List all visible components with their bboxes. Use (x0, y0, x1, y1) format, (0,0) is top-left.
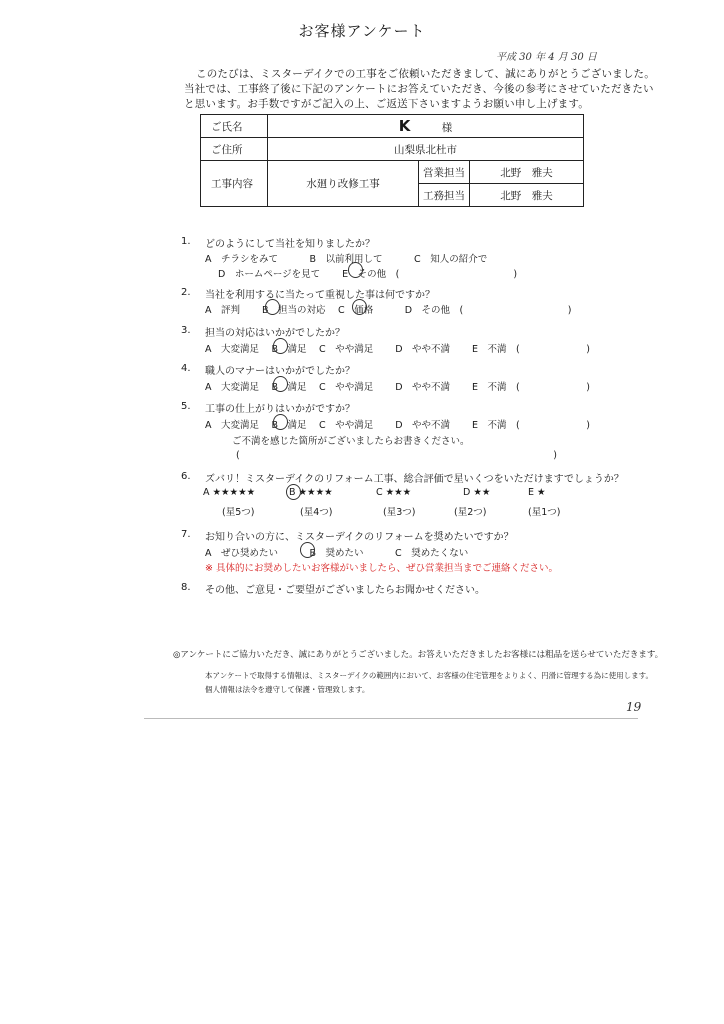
q6-note-e: (星1つ) (528, 507, 561, 518)
q5-text: 工事の仕上がりはいかがですか？ (205, 404, 355, 415)
address-value: 山梨県北杜市 (268, 138, 584, 161)
page-title: お客様アンケート (298, 22, 426, 40)
q2-selected-mark-c (352, 299, 367, 315)
q6-note-d: (星2つ) (454, 507, 487, 518)
page-number: 19 (626, 700, 642, 714)
intro-line-1: このたびは、ミスターデイクでの工事をご依頼いただきまして、誠にありがとうございました。 (196, 68, 655, 80)
name-suffix: 様 (441, 122, 453, 134)
q2-selected-mark-b (265, 299, 280, 315)
q8-number: 8. (181, 582, 191, 593)
q7-text: お知り合いの方に、ミスターデイクのリフォームを奨めたいですか？ (205, 532, 514, 543)
q4-text: 職人のマナーはいかがでしたか？ (205, 366, 355, 377)
q1-options-line-2: D ホームページを見て E その他 ( ) (218, 269, 518, 280)
q6-selected-mark (286, 484, 301, 500)
q2-number: 2. (181, 287, 191, 298)
sales-label: 営業担当 (419, 161, 470, 184)
survey-date: 平成 30 年 4 月 30 日 (496, 52, 597, 63)
q2-options-line-1: A 評判 B 担当の対応 C 価格 D その他 ( ) (205, 305, 572, 316)
q1-selected-mark (348, 262, 363, 278)
construction-label: 工務担当 (419, 184, 470, 207)
q6-note-b: (星4つ) (300, 507, 333, 518)
q3-selected-mark (273, 338, 288, 354)
q3-options-line-1: A 大変満足 B 満足 C やや満足 D やや不満 E 不満 ( ) (205, 344, 590, 355)
q5-comment-field: ( ) (236, 450, 557, 461)
construction-value: 北野 雅夫 (470, 184, 584, 207)
q6-option-b: B ★★★★ (289, 487, 333, 498)
footer-thanks: ◎アンケートにご協力いただき、誠にありがとうございました。お答えいただきましたお客様には粗品を送らせていただきます。 (173, 650, 664, 660)
work-value: 水廻り改修工事 (268, 161, 419, 207)
q1-text: どのようにして当社を知りましたか？ (205, 239, 375, 250)
q5-selected-mark (273, 414, 288, 430)
footer-privacy-2: 個人情報は法令を遵守して保護・管理致します。 (205, 685, 370, 694)
q4-number: 4. (181, 363, 191, 374)
q6-option-c: C ★★★ (376, 487, 412, 498)
q4-selected-mark (273, 376, 288, 392)
q6-option-a: A ★★★★★ (203, 487, 256, 498)
q3-number: 3. (181, 325, 191, 336)
q5-number: 5. (181, 401, 191, 412)
sales-value: 北野 雅夫 (470, 161, 584, 184)
q8-text: その他、ご意見・ご要望がございましたらお聞かせください。 (205, 585, 485, 596)
q6-text: ズバリ！ミスターデイクのリフォーム工事、総合評価で星いくつをいただけますでしょうか？ (205, 474, 624, 485)
q7-selected-mark (300, 542, 315, 558)
intro-line-3: と思います。お手数ですがご記入の上、ご返送下さいますようお願い申し上げます。 (184, 98, 589, 110)
page-bottom-rule (144, 718, 638, 719)
q2-text: 当社を利用するに当たって重視した事は何ですか？ (205, 290, 435, 301)
q1-number: 1. (181, 236, 191, 247)
q4-options-line-1: A 大変満足 B 満足 C やや満足 D やや不満 E 不満 ( ) (205, 382, 590, 393)
q6-note-c: (星3つ) (383, 507, 416, 518)
address-label: ご住所 (201, 138, 268, 161)
q5-options-line-1: A 大変満足 B 満足 C やや満足 D やや不満 E 不満 ( ) (205, 420, 590, 431)
q1-options-line-1: A チラシをみて B 以前利用して C 知人の紹介で (205, 254, 488, 265)
work-label: 工事内容 (201, 161, 268, 207)
q6-note-a: (星5つ) (222, 507, 255, 518)
q6-number: 6. (181, 471, 191, 482)
footer-privacy-1: 本アンケートで取得する情報は、ミスターデイクの範囲内において、お客様の住宅管理をよりよく、円滑に管理する為に使用します。 (205, 671, 653, 680)
q7-number: 7. (181, 529, 191, 540)
q7-note: ※ 具体的にお奨めしたいお客様がいましたら、ぜひ営業担当までご連絡ください。 (205, 563, 558, 574)
q7-options-line-1: A ぜひ奨めたい B 奨めたい C 奨めたくない (205, 548, 469, 559)
q5-comment-prompt: ご不満を感じた箇所がございましたらお書きください。 (232, 436, 470, 447)
customer-info-table (200, 114, 584, 207)
name-value: K (398, 117, 411, 135)
q6-option-d: D ★★ (463, 487, 491, 498)
q3-text: 担当の対応はいかがでしたか？ (205, 328, 345, 339)
intro-line-2: 当社では、工事終了後に下記のアンケートにお答えていただき、今後の参考にさせていただきたい (184, 83, 654, 95)
q6-option-e: E ★ (528, 487, 546, 498)
name-field (268, 115, 584, 138)
name-label: ご氏名 (201, 115, 268, 138)
